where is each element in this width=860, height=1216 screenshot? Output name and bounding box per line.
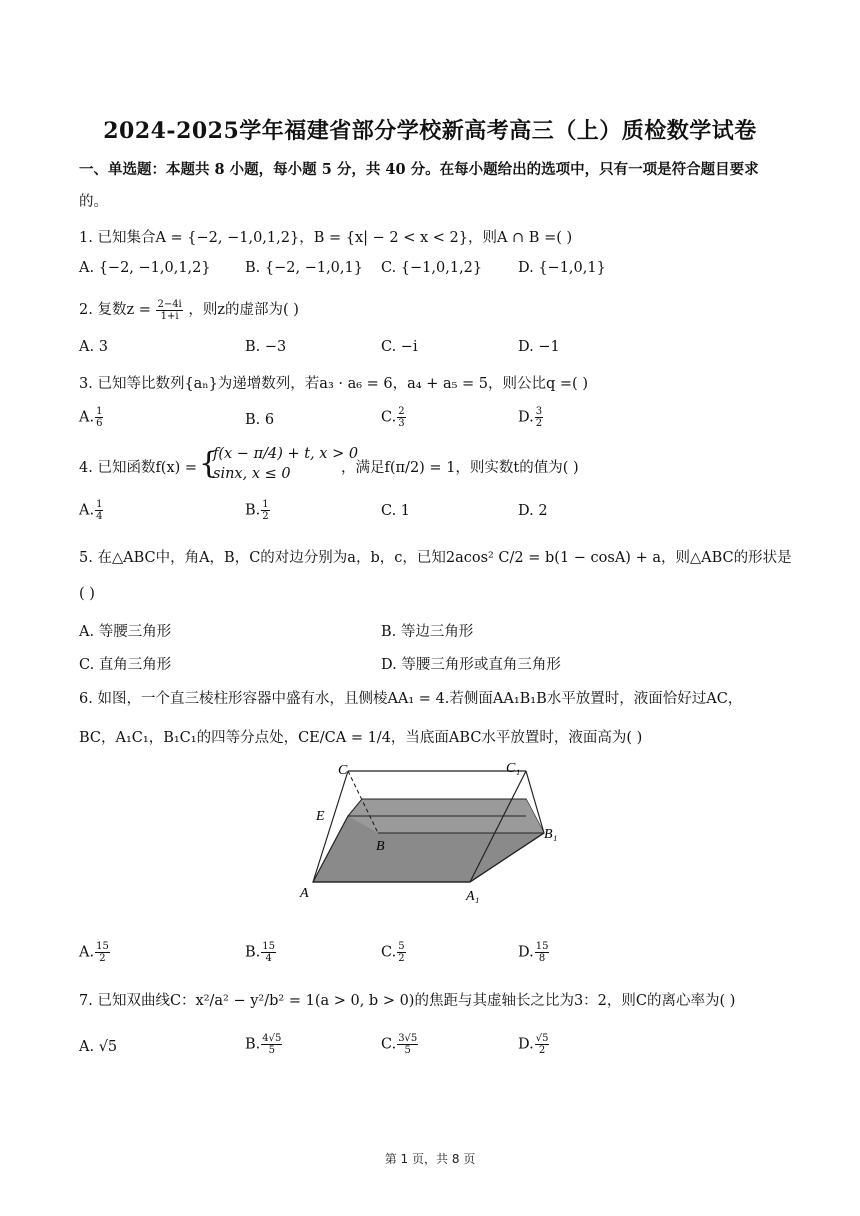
- question-1-stem: 1. 已知集合A = {−2, −1,0,1,2}，B = {x| − 2 < x < 2}，则A ∩ B =( ): [79, 230, 573, 246]
- page-title: 2024-2025学年福建省部分学校新高考高三（上）质检数学试卷: [103, 118, 757, 144]
- q4-b-label: B.: [245, 502, 261, 519]
- q6-b-frac: [261, 941, 276, 964]
- section-heading: 一、单选题：本题共 8 小题，每小题 5 分，共 40 分。在每小题给出的选项中，只有一项是符合题目要求: [79, 161, 759, 178]
- q6-d-label: D.: [518, 944, 534, 961]
- q4-stem-post: ，满足f(π/2) = 1，则实数t的值为( ): [341, 460, 579, 476]
- q6-option-a: [79, 941, 111, 964]
- q7-b-den: 5: [268, 1045, 275, 1056]
- q3-a-label: A.: [79, 409, 95, 426]
- q6-option-b: [245, 941, 277, 964]
- q6-c-label: C.: [381, 944, 397, 961]
- q6-d-num: 15: [535, 941, 549, 952]
- label-e: E: [316, 809, 325, 824]
- q6-b-num: 15: [262, 941, 275, 952]
- q2-frac-den: 1+i: [160, 310, 179, 322]
- q7-option-a: A. √5: [79, 1039, 118, 1055]
- q1-option-a: A. {−2, −1,0,1,2}: [79, 260, 211, 276]
- question-5-stem-cont: ( ): [79, 586, 95, 602]
- q4-piece-1: f(x − π/4) + t, x > 0: [213, 446, 359, 462]
- q3-a-num: 1: [96, 406, 103, 417]
- q4-stem-pre: 4. 已知函数f(x) =: [79, 460, 198, 476]
- q7-option-d: [518, 1033, 550, 1056]
- q3-c-label: C.: [381, 409, 397, 426]
- q3-option-c: [381, 406, 407, 429]
- q4-b-frac: [261, 499, 269, 522]
- q4-brace: {: [199, 446, 219, 481]
- q4-a-den: 4: [96, 511, 103, 522]
- q6-a-den: 2: [99, 953, 106, 964]
- section-heading-cont: 的。: [79, 194, 108, 210]
- question-6-stem: 6. 如图，一个直三棱柱形容器中盛有水，且侧棱AA₁ = 4.若侧面AA₁B₁B水平放置时，液面恰好过AC，: [79, 691, 743, 707]
- q1-option-b: B. {−2, −1,0,1}: [245, 260, 363, 276]
- label-a: A: [300, 886, 309, 901]
- q2-option-c: C. −i: [381, 339, 418, 355]
- q3-d-label: D.: [518, 409, 534, 426]
- q5-option-b: B. 等边三角形: [381, 624, 474, 640]
- q6-b-den: 4: [265, 953, 272, 964]
- q7-c-num: 3√5: [398, 1033, 418, 1044]
- q7-d-den: 2: [538, 1045, 546, 1056]
- q7-b-num: 4√5: [262, 1033, 282, 1044]
- q3-option-a: [79, 406, 104, 429]
- q6-a-num: 15: [96, 941, 109, 952]
- q6-a-frac: [95, 941, 110, 964]
- question-6-stem-cont: BC，A₁C₁，B₁C₁的四等分点处，CE/CA = 1/4，当底面ABC水平放置时，液面高为( ): [79, 730, 643, 746]
- q4-option-c: C. 1: [381, 503, 411, 519]
- question-5-stem: 5. 在△ABC中，角A，B，C的对边分别为a，b，c，已知2acos² C/2 = b(1 − cosA) + a，则△ABC的形状是: [79, 550, 792, 566]
- q2-frac-num: 2−4i: [157, 298, 182, 310]
- label-c: C: [338, 763, 348, 778]
- q3-c-frac: [397, 406, 405, 429]
- q4-b-num: 1: [262, 499, 269, 510]
- prism-figure: [296, 758, 576, 908]
- q6-option-d: [518, 941, 550, 964]
- q4-b-den: 2: [262, 511, 269, 522]
- page-footer: 第 1 页，共 8 页: [384, 1152, 476, 1166]
- q7-option-b: [245, 1033, 283, 1056]
- q4-option-a: [79, 499, 104, 522]
- q5-option-a: A. 等腰三角形: [79, 624, 172, 640]
- q3-c-den: 3: [398, 418, 405, 429]
- q4-option-d: D. 2: [518, 503, 548, 519]
- q2-fraction: [156, 299, 182, 322]
- q1-option-d: D. {−1,0,1}: [518, 260, 606, 276]
- q6-d-den: 8: [538, 953, 546, 964]
- q4-piece-2: sinx, x ≤ 0: [213, 466, 291, 482]
- q6-a-label: A.: [79, 944, 95, 961]
- label-c1: C₁: [506, 761, 521, 776]
- q7-b-label: B.: [245, 1036, 261, 1053]
- q3-option-b: B. 6: [245, 412, 275, 428]
- q6-d-frac: [535, 941, 550, 964]
- q6-c-den: 2: [398, 953, 405, 964]
- q6-b-label: B.: [245, 944, 261, 961]
- q2-option-b: B. −3: [245, 339, 287, 355]
- q7-d-frac: [535, 1033, 550, 1056]
- label-a1: A₁: [466, 889, 480, 904]
- q7-c-label: C.: [381, 1036, 397, 1053]
- q3-option-d: [518, 406, 544, 429]
- q3-a-frac: [95, 406, 103, 429]
- q5-option-d: D. 等腰三角形或直角三角形: [381, 657, 561, 673]
- label-b1: B₁: [544, 827, 558, 842]
- q4-a-num: 1: [96, 499, 103, 510]
- q2-option-d: D. −1: [518, 339, 560, 355]
- question-2-stem: [79, 298, 299, 322]
- q4-option-b: [245, 499, 271, 522]
- question-3-stem: 3. 已知等比数列{aₙ}为递增数列，若a₃ · a₆ = 6，a₄ + a₅ = 5，则公比q =( ): [79, 376, 588, 392]
- q7-c-den: 5: [404, 1045, 411, 1056]
- q7-d-num: √5: [535, 1033, 549, 1044]
- q3-d-num: 3: [535, 406, 543, 417]
- q1-option-c: C. {−1,0,1,2}: [381, 260, 483, 276]
- q7-option-c: [381, 1033, 419, 1056]
- q4-a-label: A.: [79, 502, 95, 519]
- q3-c-num: 2: [398, 406, 405, 417]
- q3-d-den: 2: [535, 418, 543, 429]
- q2-stem-post: ，则z的虚部为( ): [188, 302, 299, 318]
- q7-b-frac: [261, 1033, 282, 1056]
- q6-c-num: 5: [398, 941, 405, 952]
- q3-d-frac: [535, 406, 543, 429]
- q6-c-frac: [397, 941, 405, 964]
- q3-a-den: 6: [96, 418, 103, 429]
- q6-option-c: [381, 941, 407, 964]
- label-b: B: [376, 839, 385, 854]
- q4-a-frac: [95, 499, 103, 522]
- q2-stem-pre: 2. 复数z =: [79, 302, 151, 318]
- question-7-stem: 7. 已知双曲线C：x²/a² − y²/b² = 1(a > 0, b > 0)的焦距与其虚轴长之比为3：2，则C的离心率为( ): [79, 993, 736, 1009]
- q5-option-c: C. 直角三角形: [79, 657, 172, 673]
- q7-d-label: D.: [518, 1036, 534, 1053]
- q7-c-frac: [397, 1033, 418, 1056]
- q2-option-a: A. 3: [79, 339, 108, 355]
